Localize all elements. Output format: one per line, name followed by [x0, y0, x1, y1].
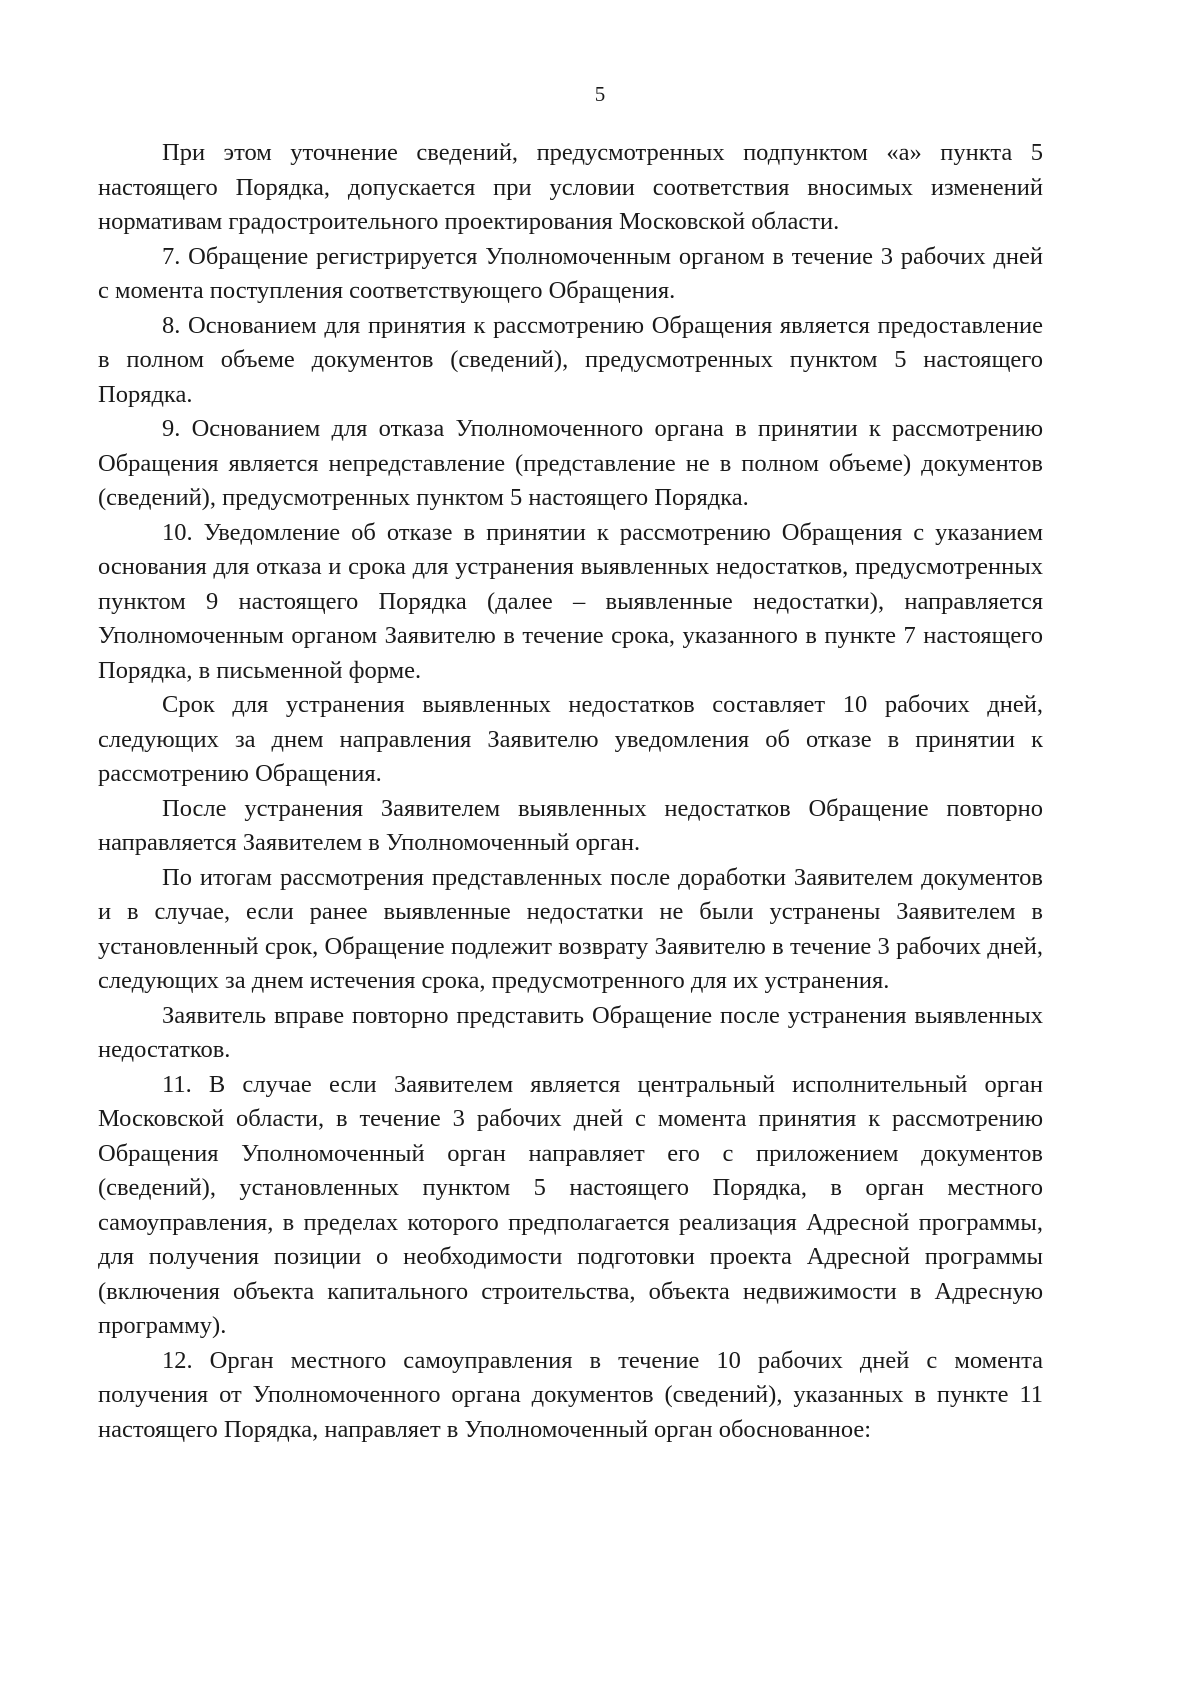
paragraph-item-7: 7. Обращение регистрируется Уполномоченным органом в течение 3 рабочих дней с момента поступления соответствующего Обращения.: [98, 242, 1043, 304]
paragraph-right-to-resubmit: Заявитель вправе повторно представить Обращение после устранения выявленных недостатков.: [98, 1001, 1043, 1063]
paragraph-item-10: 10. Уведомление об отказе в принятии к рассмотрению Обращения с указанием основания для отказа и срока для устранения выявленных недостатков, предусмотренных пунктом 9 настоящего Порядка (далее – выявленные недостатки), направляется Уполномоченным органом Заявителю в течение срока, указанного в пункте 7 настоящего Порядка, в письменной форме.: [98, 518, 1043, 684]
paragraph-item-9: 9. Основанием для отказа Уполномоченного органа в принятии к рассмотрению Обращения является непредставление (представление не в полном объеме) документов (сведений), предусмотренных пунктом 5 настоящего Порядка.: [98, 415, 1043, 511]
paragraph-deadline: Срок для устранения выявленных недостатков составляет 10 рабочих дней, следующих за днем направления Заявителю уведомления об отказе в принятии к рассмотрению Обращения.: [98, 691, 1043, 787]
paragraph-item-8: 8. Основанием для принятия к рассмотрению Обращения является предоставление в полном объеме документов (сведений), предусмотренных пунктом 5 настоящего Порядка.: [98, 311, 1043, 408]
page-number: 5: [594, 82, 606, 106]
paragraph-return: По итогам рассмотрения представленных после доработки Заявителем документов и в случае, если ранее выявленные недостатки не были устранены Заявителем в установленный срок, Обращение подлежит возврату Заявителю в течение 3 рабочих дней, следующих за днем истечения срока, предусмотренного для их устранения.: [98, 863, 1043, 994]
paragraph-item-12: 12. Орган местного самоуправления в течение 10 рабочих дней с момента получения от Уполномоченного органа документов (сведений), указанных в пункте 11 настоящего Порядка, направляет в Уполномоченный орган обоснованное:: [98, 1346, 1043, 1443]
paragraph-item-11: 11. В случае если Заявителем является центральный исполнительный орган Московской области, в течение 3 рабочих дней с момента принятия к рассмотрению Обращения Уполномоченный орган направляет его с приложением документов (сведений), установленных пунктом 5 настоящего Порядка, в орган местного самоуправления, в пределах которого предполагается реализация Адресной программы, для получения позиции о необходимости подготовки проекта Адресной программы (включения объекта капитального строительства, объекта недвижимости в Адресную программу).: [98, 1070, 1043, 1339]
paragraph-resubmission: После устранения Заявителем выявленных недостатков Обращение повторно направляется Заявителем в Уполномоченный орган.: [98, 794, 1043, 856]
document-body: [98, 136, 1043, 1447]
paragraph-clarification: При этом уточнение сведений, предусмотренных подпунктом «а» пункта 5 настоящего Порядка, допускается при условии соответствия вносимых изменений нормативам градостроительного проектирования Московской области.: [98, 139, 1043, 235]
